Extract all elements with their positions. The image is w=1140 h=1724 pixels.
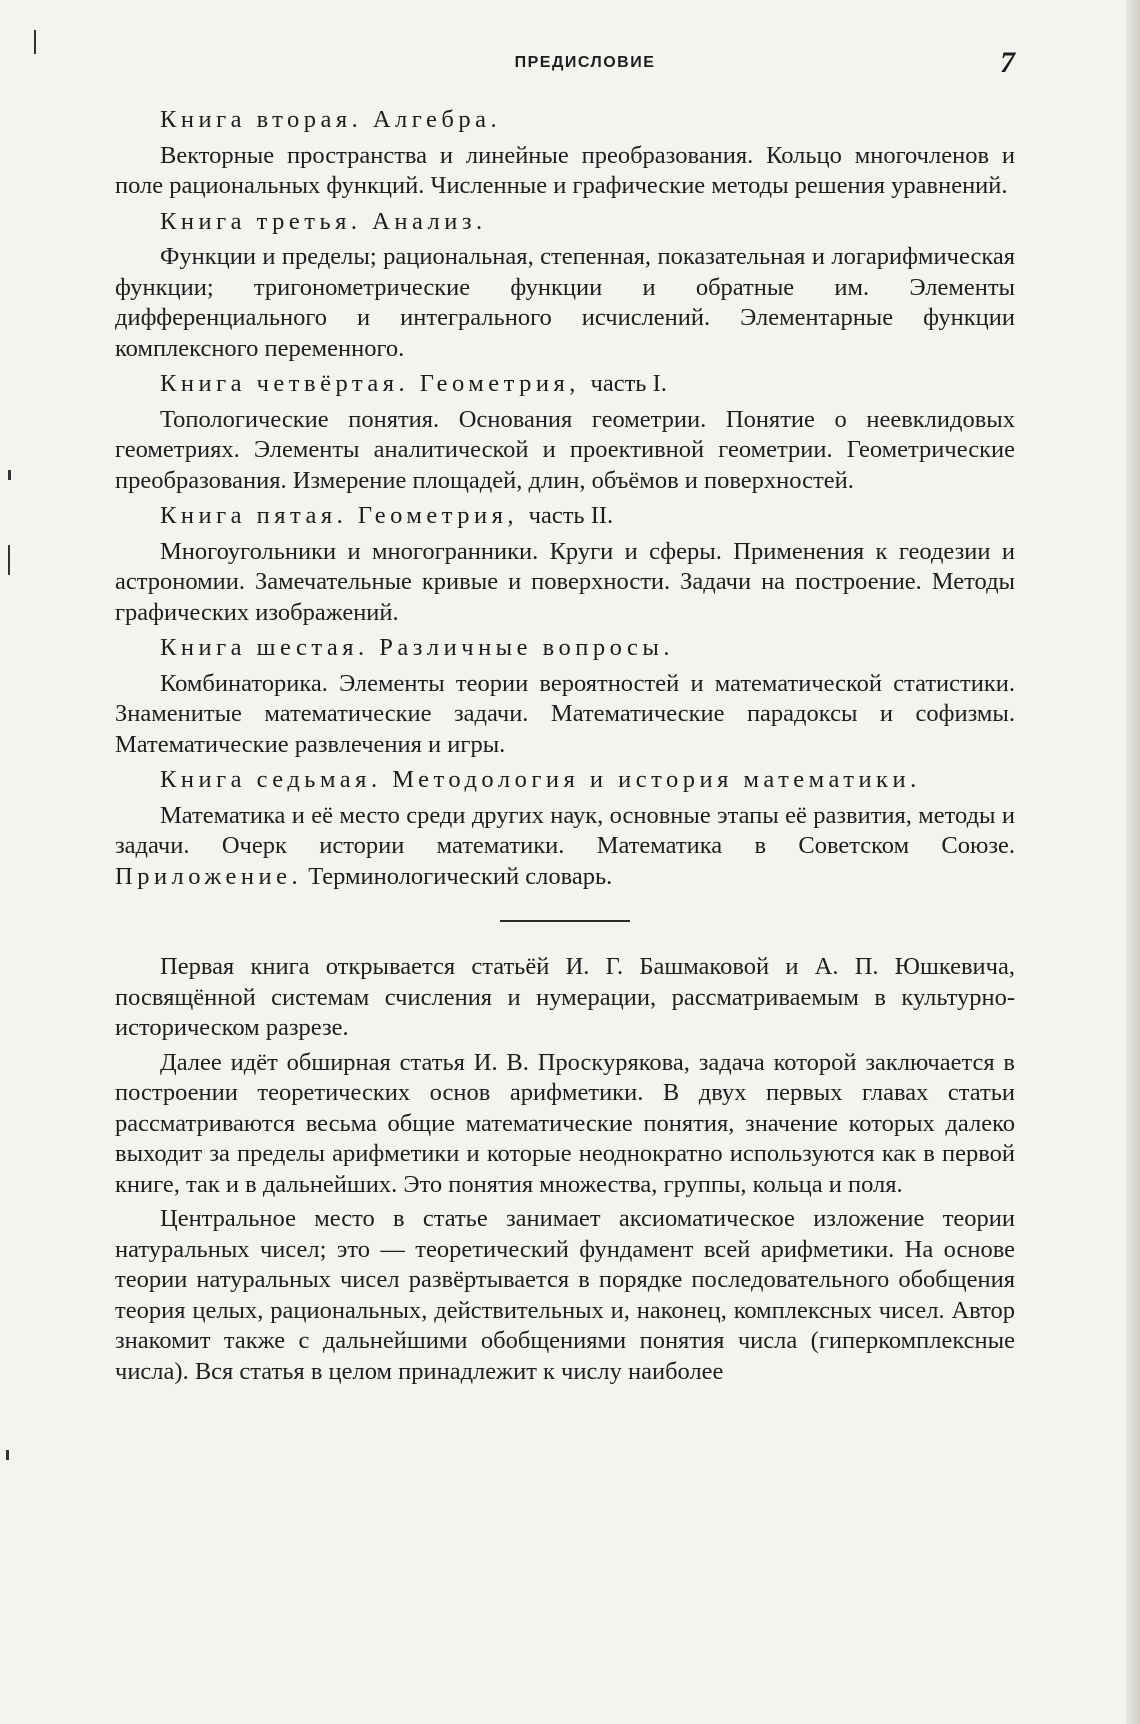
book-description: Комбинаторика. Элементы теории вероятностей и математической статистики. Знаменитые математические задачи. Математические парадоксы и софизмы. Математические развлечения и игры. (115, 669, 1015, 758)
book-description: Функции и пределы; рациональная, степенная, показательная и логарифмическая функции; тригонометрические функции и обратные им. Элементы дифференциального и интегрального исчислений. Элементарные функции комплексного переменного. (115, 243, 1015, 362)
binding-mark (6, 1450, 9, 1460)
section-divider (500, 920, 630, 922)
book-title: Книга третья. Анализ. (160, 207, 487, 235)
book-title: Книга седьмая. Методология и история математики. (160, 766, 921, 793)
book-description: Векторные пространства и линейные преобразования. Кольцо многочленов и поле рациональных функций. Численные и графические методы решения уравнений. (115, 141, 1015, 199)
page-body (115, 105, 1015, 1391)
running-title: ПРЕДИСЛОВИЕ (514, 54, 656, 71)
book-description: Математика и её место среди других наук, основные этапы её развития, методы и задачи. Очерк истории математики. Математика в Советском Союзе. Приложение. Терминологический словарь. (115, 801, 1015, 890)
intro-paragraph: Центральное место в статье занимает аксиоматическое изложение теории натуральных чисел; это — теоретический фундамент всей арифметики. На основе теории натуральных чисел развёртывается в порядке последовательного обобщения теория целых, рациональных, действительных и, наконец, комплексных чисел. Автор знакомит также с дальнейшими обобщениями понятия числа (гиперкомплексные числа). Вся статья в целом принадлежит к числу наиболее (115, 1205, 1015, 1385)
page-edge-shadow (1126, 0, 1140, 1724)
book-part: часть II. (528, 502, 614, 529)
running-head (155, 46, 1015, 82)
book-title: Книга шестая. Различные вопросы. (160, 634, 674, 661)
book-title: Книга четвёртая. Геометрия, часть I. (160, 370, 667, 397)
page-number: 7 (1000, 46, 1015, 79)
book-title: Книга вторая. Алгебра. (160, 106, 502, 133)
binding-mark (8, 470, 11, 480)
book-description: Топологические понятия. Основания геометрии. Понятие о неевклидовых геометриях. Элементы аналитической и проективной геометрии. Геометрические преобразования. Измерение площадей, длин, объёмов и поверхностей. (115, 405, 1015, 494)
intro-paragraph: Далее идёт обширная статья И. В. Проскурякова, задача которой заключается в построении теоретических основ арифметики. В двух первых главах статьи рассматриваются весьма общие математические понятия, значение которых далеко выходит за пределы арифметики и которые неоднократно используются как в первой книге, так и в дальнейших. Это понятия множества, группы, кольца и поля. (115, 1048, 1015, 1198)
book-title: Книга пятая. Геометрия, часть II. (160, 502, 614, 529)
appendix-label: Приложение. (115, 862, 303, 890)
book-description: Многоугольники и многогранники. Круги и сферы. Применения к геодезии и астрономии. Замечательные кривые и поверхности. Задачи на построение. Методы графических изображений. (115, 537, 1015, 626)
intro-paragraph: Первая книга открывается статьёй И. Г. Башмаковой и А. П. Юшкевича, посвящённой системам счисления и нумерации, рассматриваемым в культурно-историческом разрезе. (115, 953, 1015, 1041)
binding-mark (8, 545, 10, 575)
book-part: часть I. (590, 370, 667, 397)
binding-mark (34, 30, 36, 54)
